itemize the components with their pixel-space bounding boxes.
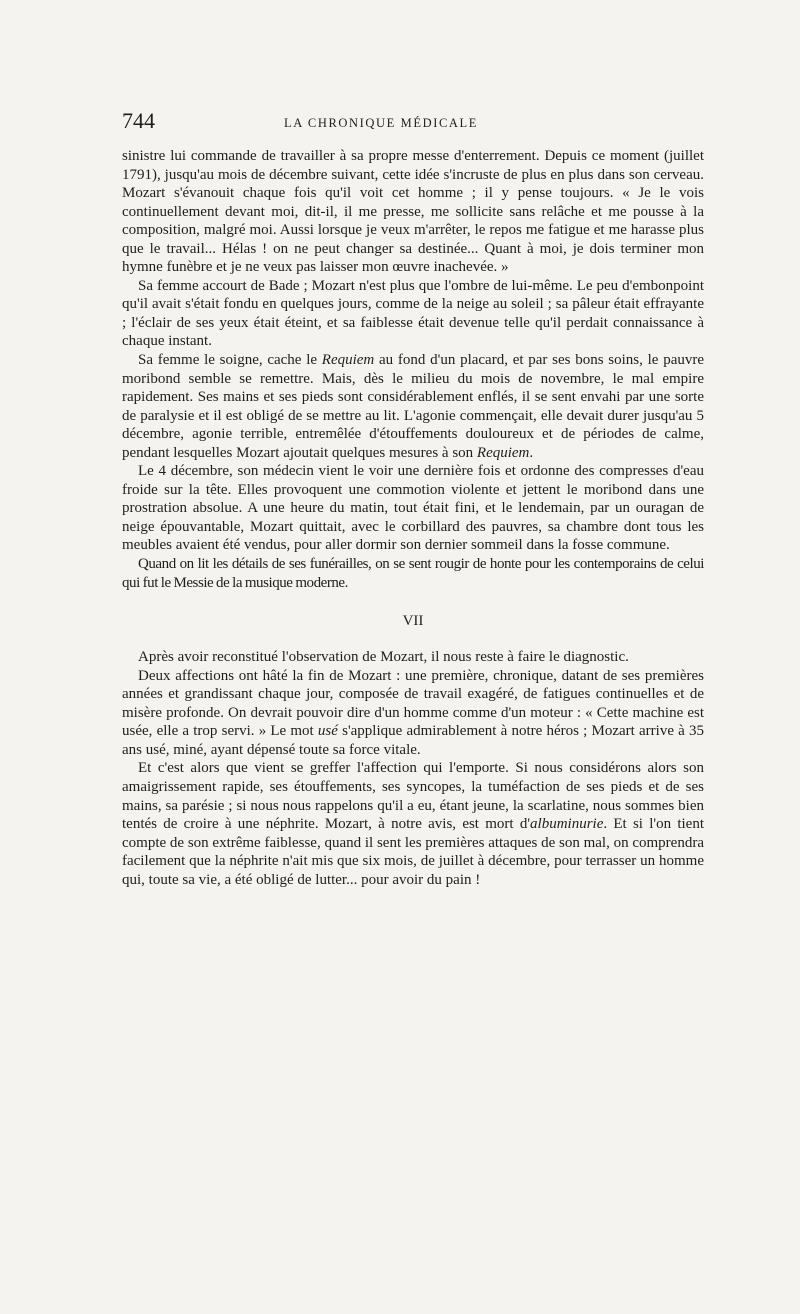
section-heading: VII — [402, 613, 424, 630]
paragraph — [122, 351, 704, 462]
running-title: LA CHRONIQUE MÉDICALE — [284, 116, 479, 130]
body-text — [122, 147, 704, 889]
paragraph: Sa femme accourt de Bade ; Mozart n'est plus que l'ombre de lui-même. Le peu d'embonpoint qu'il avait s'était fondu en quelques jours, comme de la neige au soleil ; sa pâleur était effrayante ; l'éclair de ses yeux était éteint, et sa faiblesse était devenue telle qu'il perdait connaissance à chaque instant. — [122, 277, 704, 350]
page-number: 744 — [122, 108, 155, 133]
text-span: Sa femme le soigne, cache le — [138, 352, 322, 369]
paragraph — [122, 667, 704, 760]
paragraph — [122, 759, 704, 889]
paragraph: sinistre lui commande de travailler à sa propre messe d'enterrement. Depuis ce moment (juillet 1791), jusqu'au mois de décembre suivant, cette idée s'incruste de plus en plus dans son cerveau. Mozart s'évanouit chaque fois qu'il voit cet homme ; il y pense toujours. « Je le vois continuellement devant moi, dit-il, il me presse, me sollicite sans relâche et me pousse à la composition, malgré moi. Aussi lorsque je veux m'arrêter, le repos me fatigue et me harasse plus que le travail... Hélas ! on ne peut changer sa destinée... Quant à moi, je dois terminer mon hymne funèbre et je ne veux pas laisser mon œuvre inachevée. » — [122, 148, 704, 276]
text-span: Deux affections ont hâté la fin de Mozart : une première, chronique, datant de ses premières années et grandissant chaque jour, composée de travail exagéré, de fatigues continuelles et de misère profonde. On devrait pouvoir dire d'un homme comme d'un moteur : « Cette machine est usée, elle a trop servi. » Le mot — [122, 667, 704, 740]
text-span: Et c'est alors que vient se greffer l'affection qui l'emporte. Si nous considérons alors son amaigrissement rapide, ses étouffements, ses syncopes, la tuméfaction de ses pieds et de ses mains, sa parésie ; si nous nous rappelons qu'il a eu, étant jeune, la scarlatine, nous sommes bien tentés de croire à une néphrite. Mozart, à notre avis, est mort d' — [122, 760, 704, 833]
paragraph: Quand on lit les détails de ses funérailles, on se sent rougir de honte pour les contemporains de celui qui fut le Messie de la musique moderne. — [122, 556, 704, 591]
paragraph: Le 4 décembre, son médecin vient le voir une dernière fois et ordonne des compresses d'eau froide sur la tête. Elles provoquent une commotion violente et jettent le moribond dans une prostration absolue. A une heure du matin, tout était fini, et le lendemain, par un ouragan de neige épouvantable, Mozart quittait, avec le corbillard des pauvres, sa chambre dont tous les meubles avaient été vendus, pour aller dormir son dernier sommeil dans la fosse commune. — [122, 463, 704, 554]
italic-title: Requiem — [321, 352, 375, 369]
page-header — [122, 108, 704, 142]
text-span: s'applique admirablement à notre héros ; Mozart arrive à 35 ans usé, miné, ayant dépensé toute sa force vitale. — [122, 723, 704, 758]
text-span: . Et si l'on tient compte de son extrême faiblesse, quand il sent les premières attaques de son mal, on comprendra facilement que la néphrite n'ait mis que six mois, de juillet à décembre, pour terrasser un homme qui, toute sa vie, a été obligé de lutter... pour avoir du pain ! — [122, 816, 705, 888]
paragraph: Après avoir reconstitué l'observation de Mozart, il nous reste à faire le diagnostic. — [138, 649, 629, 666]
text-span: . — [529, 444, 534, 461]
text-span: au fond d'un placard, et par ses bons soins, le pauvre moribond semble se remettre. Mais, dès le milieu du mois de novembre, le mal empire rapidement. Ses mains et ses pieds sont considérablement enflés, il se sent envahi par une sorte de paralysie et il est obligé de se mettre au lit. L'agonie commençait, elle devait durer jusqu'au 5 décembre, agonie terrible, entremêlée d'étouffements douloureux et de périodes de calme, pendant lesquelles Mozart ajoutait quelques mesures à son — [122, 352, 705, 461]
italic-title: Requiem — [476, 444, 530, 461]
italic-word: albuminurie — [530, 816, 604, 833]
italic-word: usé — [317, 723, 338, 740]
